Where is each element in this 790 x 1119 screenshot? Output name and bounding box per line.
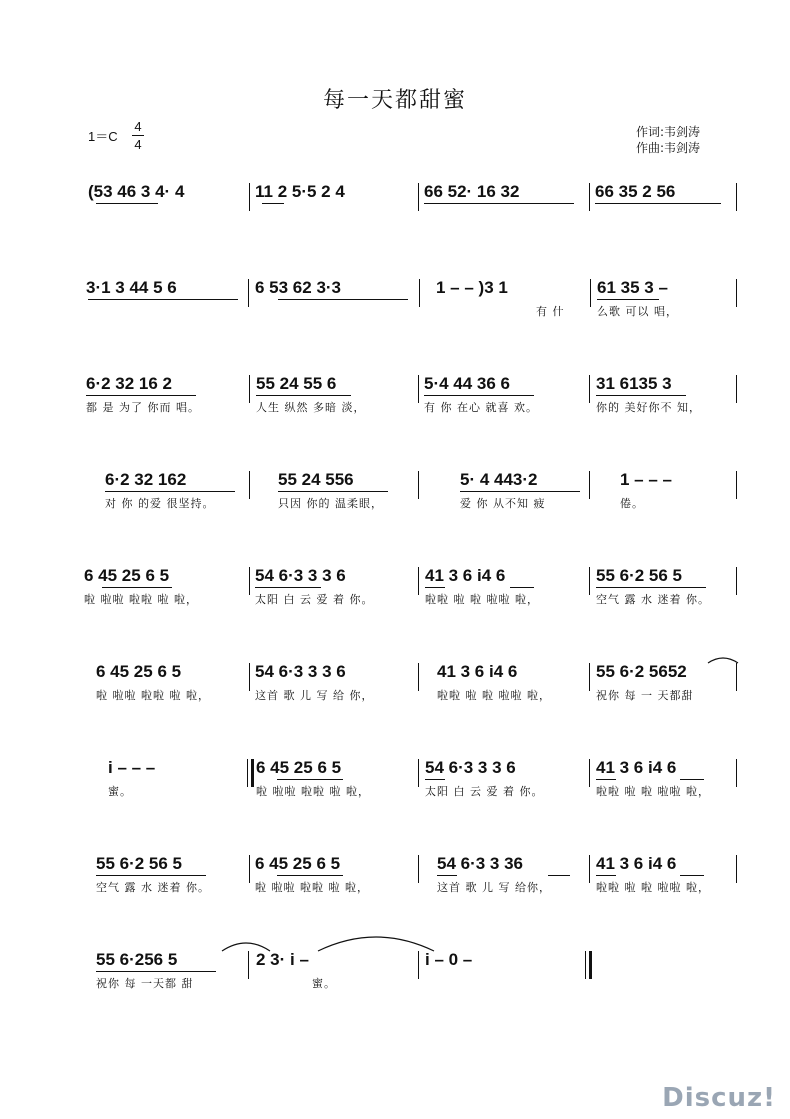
- underline: [424, 395, 534, 396]
- note-group: i – – –: [108, 758, 156, 777]
- lyric-line: 这首 歌 儿 写 给你，: [437, 881, 551, 894]
- underline: [425, 587, 445, 588]
- underline: [596, 875, 616, 876]
- underline: [105, 491, 235, 492]
- note-group: 66 52· 16 32: [424, 182, 520, 201]
- barline: [249, 375, 250, 403]
- lyric-line: 太阳 白 云 爱 着 你。: [425, 785, 544, 798]
- underline: [680, 875, 704, 876]
- barline: [418, 183, 419, 211]
- underline: [256, 395, 351, 396]
- score-system-3: [0, 373, 790, 453]
- score-system-5: [0, 565, 790, 645]
- note-group: 1 – – )3 1: [436, 278, 508, 297]
- lyric-line: 爱 你 从不知 疲: [460, 497, 546, 510]
- song-title: 每一天都甜蜜: [322, 88, 467, 113]
- note-group: 61 35 3 –: [597, 278, 668, 297]
- note-group: 6·2 32 16 2: [86, 374, 173, 393]
- note-group: 55 6·256 5: [96, 950, 178, 969]
- key-signature: 1＝C: [88, 129, 118, 144]
- lyric-line: 啦啦 啦 啦 啦啦 啦，: [596, 785, 710, 798]
- barline: [589, 567, 590, 595]
- barline: [589, 183, 590, 211]
- barline: [418, 471, 419, 499]
- barline: [249, 855, 250, 883]
- underline: [596, 395, 686, 396]
- underline: [425, 779, 445, 780]
- note-group: 31 6135 3: [596, 374, 672, 393]
- note-group: 5· 4 443·2: [460, 470, 538, 489]
- note-group: 54 6·3 3 3 6: [255, 662, 346, 681]
- note-group: 54 6·3 3 3 6: [425, 758, 516, 777]
- time-signature: [131, 118, 145, 153]
- underline: [278, 491, 388, 492]
- barline: [590, 279, 591, 307]
- barline: [736, 279, 737, 307]
- barline: [589, 471, 590, 499]
- lyric-line: 啦啦 啦 啦 啦啦 啦，: [596, 881, 710, 894]
- lyric-line: 空气 露 水 迷着 你。: [96, 881, 210, 894]
- barline: [736, 663, 737, 691]
- underline: [424, 203, 574, 204]
- barline: [589, 663, 590, 691]
- barline: [419, 279, 420, 307]
- barline: [589, 855, 590, 883]
- lyric-line: 倦。: [620, 497, 644, 510]
- underline: [96, 875, 206, 876]
- underline: [262, 203, 284, 204]
- note-group: 55 6·2 5652: [596, 662, 687, 681]
- note-group: 54 6·3 3 36: [437, 854, 524, 873]
- note-group: 1 – – –: [620, 470, 672, 489]
- barline: [249, 183, 250, 211]
- barline: [418, 375, 419, 403]
- score-system-2: [0, 277, 790, 357]
- note-group: 55 6·2 56 5: [96, 854, 183, 873]
- score-system-9: [0, 949, 790, 1029]
- final-barline: [585, 951, 586, 979]
- underline: [596, 587, 706, 588]
- underline: [102, 587, 172, 588]
- barline: [418, 567, 419, 595]
- lyric-line: 太阳 白 云 爱 着 你。: [255, 593, 374, 606]
- underline: [277, 779, 343, 780]
- note-group: 66 35 2 56: [595, 182, 676, 201]
- note-group: 6 45 25 6 5: [256, 758, 342, 777]
- underline: [277, 875, 343, 876]
- final-barline: [589, 951, 592, 979]
- lyric-line: 啦 啦啦 啦啦 啦 啦，: [256, 785, 370, 798]
- barline: [589, 375, 590, 403]
- underline: [96, 203, 158, 204]
- barline: [736, 855, 737, 883]
- lyric-line: 只因 你的 温柔眼，: [278, 497, 383, 510]
- watermark-logo: Discuz!: [662, 1083, 776, 1113]
- score-system-7: [0, 757, 790, 837]
- barline: [418, 855, 419, 883]
- lyric-line: 啦 啦啦 啦啦 啦 啦，: [255, 881, 369, 894]
- underline: [680, 779, 704, 780]
- lyric-line: 祝你 每 一 天都甜: [596, 689, 694, 702]
- meter-bottom: 4: [134, 137, 142, 152]
- barline: [418, 951, 419, 979]
- underline: [595, 203, 721, 204]
- note-group: i – 0 –: [425, 950, 473, 969]
- note-group: 6 45 25 6 5: [255, 854, 341, 873]
- note-group: 6 53 62 3·3: [255, 278, 342, 297]
- repeat-start-barline: [251, 759, 254, 787]
- credits: [636, 124, 700, 156]
- barline: [248, 279, 249, 307]
- tie-slur: [220, 935, 272, 953]
- lyric-line: 空气 露 水 迷着 你。: [596, 593, 710, 606]
- lyric-line: 有 你 在心 就喜 欢。: [424, 401, 538, 414]
- barline: [249, 471, 250, 499]
- tie-slur: [706, 653, 740, 665]
- note-group: 5·4 44 36 6: [424, 374, 511, 393]
- lyric-line: 么歌 可以 唱，: [597, 305, 678, 318]
- underline: [86, 395, 196, 396]
- underline: [596, 779, 616, 780]
- composer-credit: 作曲:韦剑涛: [636, 141, 701, 155]
- underline: [548, 875, 570, 876]
- lyric-line: 有 什: [536, 305, 565, 318]
- barline: [736, 471, 737, 499]
- underline: [437, 875, 457, 876]
- lyric-line: 啦 啦啦 啦啦 啦 啦，: [96, 689, 210, 702]
- barline: [736, 567, 737, 595]
- note-group: (53 46 3 4· 4: [88, 182, 185, 201]
- note-group: 41 3 6 i4 6: [425, 566, 506, 585]
- note-group: 55 24 55 6: [256, 374, 337, 393]
- lyric-line: 蜜。: [108, 785, 132, 798]
- meter-top: 4: [134, 119, 142, 134]
- underline: [255, 587, 321, 588]
- barline: [249, 663, 250, 691]
- lyric-line: 你的 美好你不 知，: [596, 401, 701, 414]
- note-group: 6 45 25 6 5: [96, 662, 182, 681]
- barline: [418, 663, 419, 691]
- barline: [248, 951, 249, 979]
- note-group: 11 2 5·5 2 4: [255, 182, 345, 201]
- note-group: 3·1 3 44 5 6: [86, 278, 177, 297]
- lyric-line: 这首 歌 儿 写 给 你，: [255, 689, 374, 702]
- note-group: 54 6·3 3 3 6: [255, 566, 346, 585]
- lyric-line: 蜜。: [312, 977, 336, 990]
- note-group: 55 24 556: [278, 470, 354, 489]
- note-group: 55 6·2 56 5: [596, 566, 683, 585]
- barline: [736, 759, 737, 787]
- lyric-line: 人生 纵然 多暗 淡，: [256, 401, 366, 414]
- lyric-line: 啦 啦啦 啦啦 啦 啦，: [84, 593, 198, 606]
- note-group: 6·2 32 162: [105, 470, 187, 489]
- note-group: 2 3· i –: [256, 950, 309, 969]
- underline: [88, 299, 238, 300]
- underline: [510, 587, 534, 588]
- underline: [597, 299, 659, 300]
- score-system-8: [0, 853, 790, 933]
- note-group: 41 3 6 i4 6: [596, 758, 677, 777]
- underline: [460, 491, 580, 492]
- lyric-line: 都 是 为了 你而 唱。: [86, 401, 200, 414]
- lyric-line: 祝你 每 一天都 甜: [96, 977, 194, 990]
- note-group: 41 3 6 i4 6: [437, 662, 518, 681]
- lyric-line: 啦啦 啦 啦 啦啦 啦，: [437, 689, 551, 702]
- underline: [96, 971, 216, 972]
- barline: [589, 759, 590, 787]
- lyricist-credit: 作词:韦剑涛: [636, 125, 701, 139]
- tie-slur: [316, 929, 436, 953]
- score-system-6: [0, 661, 790, 741]
- barline: [418, 759, 419, 787]
- barline: [736, 375, 737, 403]
- barline: [249, 567, 250, 595]
- lyric-line: 对 你 的爱 很坚持。: [105, 497, 215, 510]
- underline: [278, 299, 408, 300]
- note-group: 41 3 6 i4 6: [596, 854, 677, 873]
- note-group: 6 45 25 6 5: [84, 566, 170, 585]
- score-system-1: [0, 181, 790, 261]
- repeat-start-barline: [247, 759, 248, 787]
- barline: [736, 183, 737, 211]
- lyric-line: 啦啦 啦 啦 啦啦 啦，: [425, 593, 539, 606]
- score-system-4: [0, 469, 790, 549]
